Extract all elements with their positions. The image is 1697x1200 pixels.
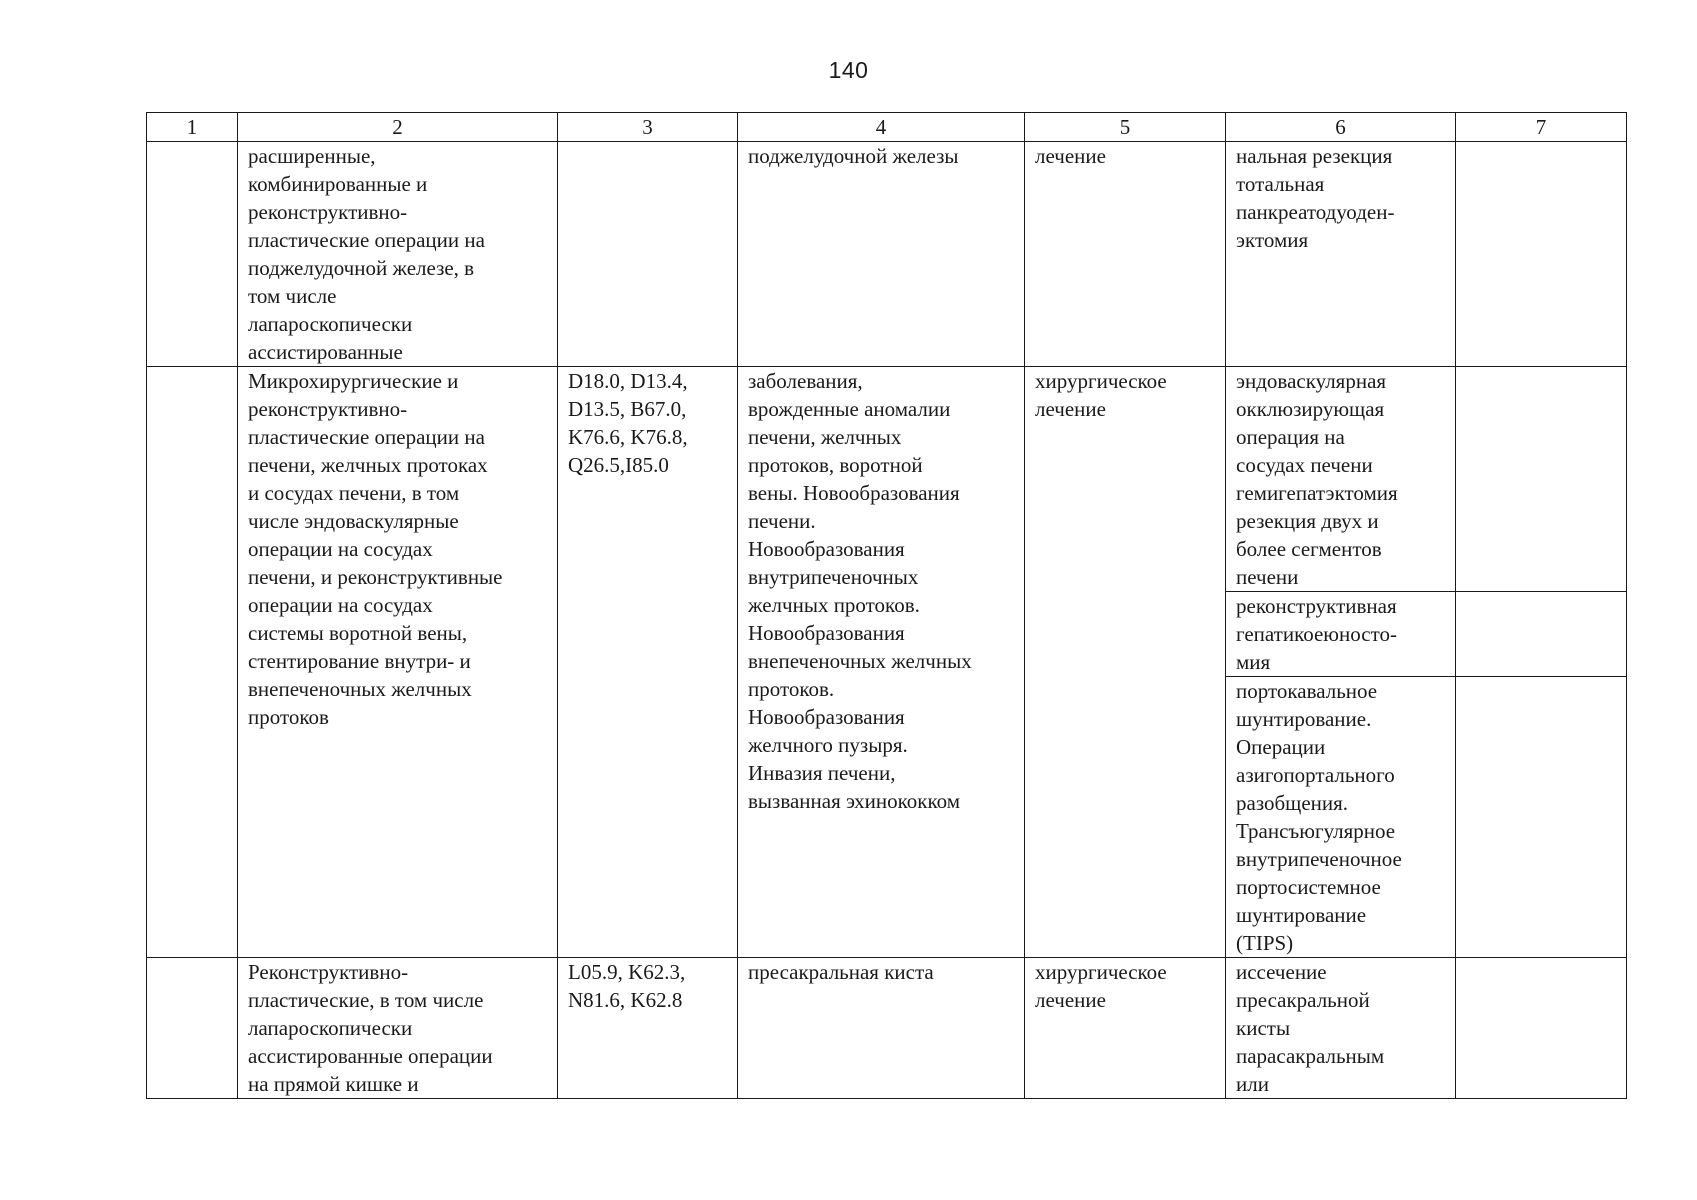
column-header: 7 — [1456, 113, 1627, 142]
table-cell: L05.9, K62.3, N81.6, K62.8 — [558, 958, 738, 1099]
table-cell: D18.0, D13.4, D13.5, B67.0, K76.6, K76.8, Q26.5,I85.0 — [558, 367, 738, 958]
table-cell: поджелудочной железы — [738, 142, 1025, 367]
table-cell — [147, 958, 238, 1099]
table-cell: Реконструктивно- пластические, в том числе лапароскопически ассистированные операции на прямой кишке и — [238, 958, 558, 1099]
table-cell — [1456, 958, 1627, 1099]
table-cell: портокавальное шунтирование. Операции азигопортального разобщения. Трансъюгулярное внутрипеченочное портосистемное шунтирование (TIPS) — [1226, 677, 1456, 958]
table-cell — [1456, 367, 1627, 592]
table-row — [147, 142, 1627, 367]
table-cell: иссечение пресакральной кисты парасакральным или — [1226, 958, 1456, 1099]
table-cell — [1456, 677, 1627, 958]
table-cell — [1456, 142, 1627, 367]
column-header: 6 — [1226, 113, 1456, 142]
table-cell: Микрохирургические и реконструктивно- пластические операции на печени, желчных протоках и сосудах печени, в том числе эндоваскулярные операции на сосудах печени, и реконструктивные операции на сосудах системы воротной вены, стентирование внутри- и внепеченочных желчных протоков — [238, 367, 558, 958]
column-header: 4 — [738, 113, 1025, 142]
table-row — [147, 367, 1627, 592]
table-row — [147, 958, 1627, 1099]
table-cell: реконструктивная гепатикоеюносто- мия — [1226, 592, 1456, 677]
column-header: 1 — [147, 113, 238, 142]
table-cell: лечение — [1025, 142, 1226, 367]
page-number: 140 — [828, 57, 869, 83]
table-cell: хирургическое лечение — [1025, 958, 1226, 1099]
table-cell: расширенные, комбинированные и реконструктивно- пластические операции на поджелудочной железе, в том числе лапароскопически ассистированные — [238, 142, 558, 367]
table-cell: заболевания, врожденные аномалии печени, желчных протоков, воротной вены. Новообразования печени. Новообразования внутрипеченочных желчных протоков. Новообразования внепеченочных желчных протоков. Новообразования желчного пузыря. Инвазия печени, вызванная эхинококком — [738, 367, 1025, 958]
table-cell: эндоваскулярная окклюзирующая операция на сосудах печени гемигепатэктомия резекция двух и более сегментов печени — [1226, 367, 1456, 592]
table-cell — [558, 142, 738, 367]
table-cell — [1456, 592, 1627, 677]
table-header-row — [147, 113, 1627, 142]
procedures-table — [146, 112, 1627, 1099]
table-cell — [147, 142, 238, 367]
table-cell: нальная резекция тотальная панкреатодуоден- эктомия — [1226, 142, 1456, 367]
table-cell: хирургическое лечение — [1025, 367, 1226, 958]
table-cell — [147, 367, 238, 958]
column-header: 5 — [1025, 113, 1226, 142]
column-header: 3 — [558, 113, 738, 142]
table-cell: пресакральная киста — [738, 958, 1025, 1099]
column-header: 2 — [238, 113, 558, 142]
